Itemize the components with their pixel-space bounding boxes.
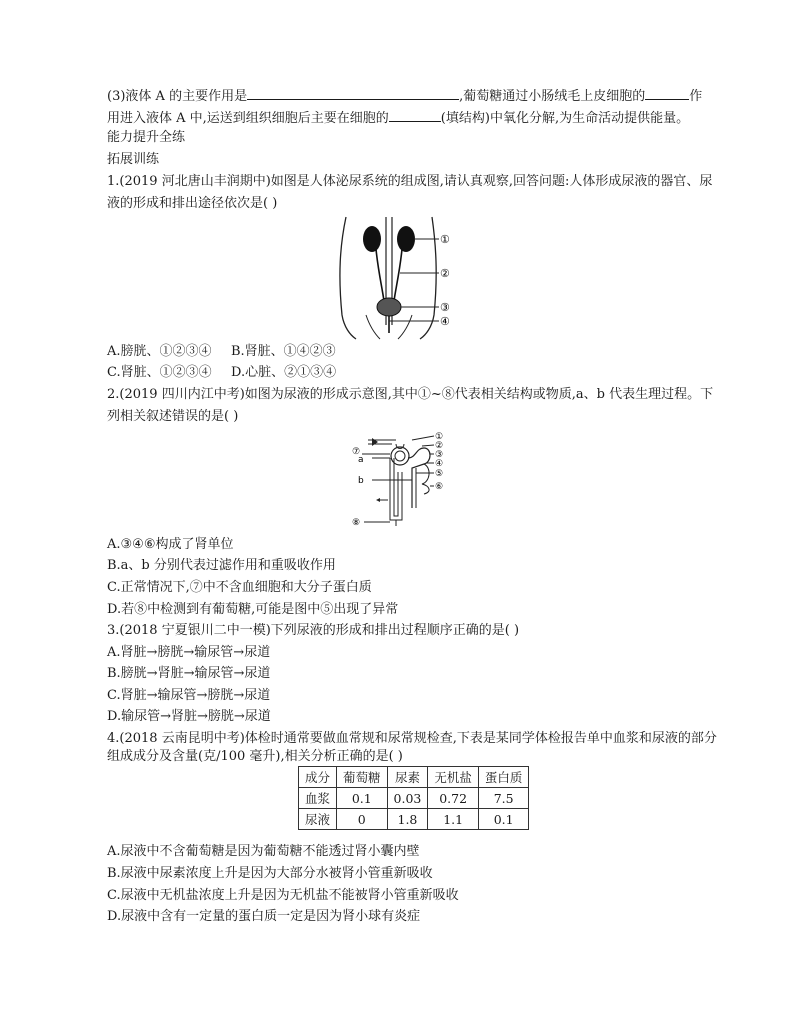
table-cell: 0.1 — [478, 809, 529, 830]
urinary-system-figure — [336, 215, 466, 340]
q1-stem-line2: 液的形成和排出途径依次是( ) — [107, 196, 278, 211]
q1-stem-line1: 1.(2019 河北唐山丰润期中)如图是人体泌尿系统的组成图,请认真观察,回答问题:人体形成尿液的器官、尿 — [107, 174, 713, 189]
q4-option-b[interactable]: B.尿液中尿素浓度上升是因为大部分水被肾小管重新吸收 — [107, 866, 433, 881]
answer-blank[interactable] — [247, 86, 459, 100]
q1-option-c[interactable]: C.肾脏、①②③④ — [107, 365, 212, 380]
answer-blank[interactable] — [645, 86, 689, 100]
q1-option-d[interactable]: D.心脏、②①③④ — [231, 365, 337, 380]
table-row — [299, 809, 529, 830]
label-3: ③ — [440, 301, 450, 314]
table-cell: 0 — [337, 809, 388, 830]
q4-option-c[interactable]: C.尿液中无机盐浓度上升是因为无机盐不能被肾小管重新吸收 — [107, 888, 459, 903]
label-6: ⑥ — [435, 482, 444, 492]
q3-part-line1 — [107, 86, 702, 106]
q3-option-c[interactable]: C.肾脏→输尿管→膀胱→尿道 — [107, 688, 271, 703]
label-a: a — [358, 455, 364, 465]
label-4: ④ — [440, 315, 450, 328]
answer-blank[interactable] — [389, 108, 441, 122]
table-cell: 0.72 — [428, 788, 479, 809]
table-row — [299, 788, 529, 809]
table-cell: 血浆 — [299, 788, 337, 809]
q4-option-a[interactable]: A.尿液中不含葡萄糖是因为葡萄糖不能透过肾小囊内壁 — [107, 844, 420, 859]
table-cell: 1.1 — [428, 809, 479, 830]
q1-options-row1 — [107, 343, 336, 361]
table-cell: 7.5 — [478, 788, 529, 809]
text: (3)液体 A 的主要作用是 — [107, 89, 248, 104]
q3-stem: 3.(2018 宁夏银川二中一模)下列尿液的形成和排出过程顺序正确的是( ) — [107, 623, 520, 638]
table-header-row — [299, 767, 529, 788]
label-2: ② — [435, 441, 444, 451]
q2-option-d[interactable]: D.若⑧中检测到有葡萄糖,可能是图中⑤出现了异常 — [107, 602, 399, 617]
section-title-extension: 拓展训练 — [107, 152, 160, 167]
table-cell: 无机盐 — [428, 767, 479, 788]
table-cell: 葡萄糖 — [337, 767, 388, 788]
q4-option-d[interactable]: D.尿液中含有一定量的蛋白质一定是因为肾小球有炎症 — [107, 909, 421, 924]
table-cell: 蛋白质 — [478, 767, 529, 788]
table-cell: 0.1 — [337, 788, 388, 809]
q3-part-line2 — [107, 108, 689, 128]
label-7: ⑦ — [352, 447, 361, 457]
text: 用进入液体 A 中,运送到组织细胞后主要在细胞的 — [107, 111, 389, 126]
label-3: ③ — [435, 450, 444, 460]
table-cell: 1.8 — [387, 809, 428, 830]
q4-stem-line2: 组成成分及含量(克/100 毫升),相关分析正确的是( ) — [107, 749, 403, 764]
text: ,葡萄糖通过小肠绒毛上皮细胞的 — [459, 89, 646, 104]
label-b: b — [358, 476, 364, 486]
label-1: ① — [440, 233, 450, 246]
table-cell: 尿液 — [299, 809, 337, 830]
label-4: ④ — [435, 459, 444, 469]
q2-option-c[interactable]: C.正常情况下,⑦中不含血细胞和大分子蛋白质 — [107, 580, 372, 595]
text: (填结构)中氧化分解,为生命活动提供能量。 — [440, 111, 690, 126]
q1-option-b[interactable]: B.肾脏、①④②③ — [231, 344, 336, 359]
q1-options-row2 — [107, 364, 336, 382]
q2-stem-line1: 2.(2019 四川内江中考)如图为尿液的形成示意图,其中①~⑧代表相关结构或物质,a、b 代表生理过程。下 — [107, 387, 714, 402]
table-cell: 成分 — [299, 767, 337, 788]
q2-stem-line2: 列相关叙述错误的是( ) — [107, 409, 239, 424]
text: 作 — [689, 89, 703, 104]
label-1: ① — [435, 432, 444, 442]
label-2: ② — [440, 267, 450, 280]
label-5: ⑤ — [435, 469, 444, 479]
q2-option-a[interactable]: A.③④⑥构成了肾单位 — [107, 537, 234, 552]
q3-option-b[interactable]: B.膀胱→肾脏→输尿管→尿道 — [107, 666, 271, 681]
q3-option-a[interactable]: A.肾脏→膀胱→输尿管→尿道 — [107, 645, 271, 660]
composition-table — [298, 766, 529, 830]
q4-stem-line1: 4.(2018 云南昆明中考)体检时通常要做血常规和尿常规检查,下表是某同学体检报告单中血浆和尿液的部分 — [107, 731, 717, 746]
table-cell: 0.03 — [387, 788, 428, 809]
q2-option-b[interactable]: B.a、b 分别代表过滤作用和重吸收作用 — [107, 558, 336, 573]
table-cell: 尿素 — [387, 767, 428, 788]
label-8: ⑧ — [352, 518, 361, 528]
nephron-figure — [350, 428, 450, 528]
q1-option-a[interactable]: A.膀胱、①②③④ — [107, 344, 212, 359]
section-title-ability: 能力提升全练 — [107, 130, 186, 145]
q3-option-d[interactable]: D.输尿管→肾脏→膀胱→尿道 — [107, 709, 271, 724]
